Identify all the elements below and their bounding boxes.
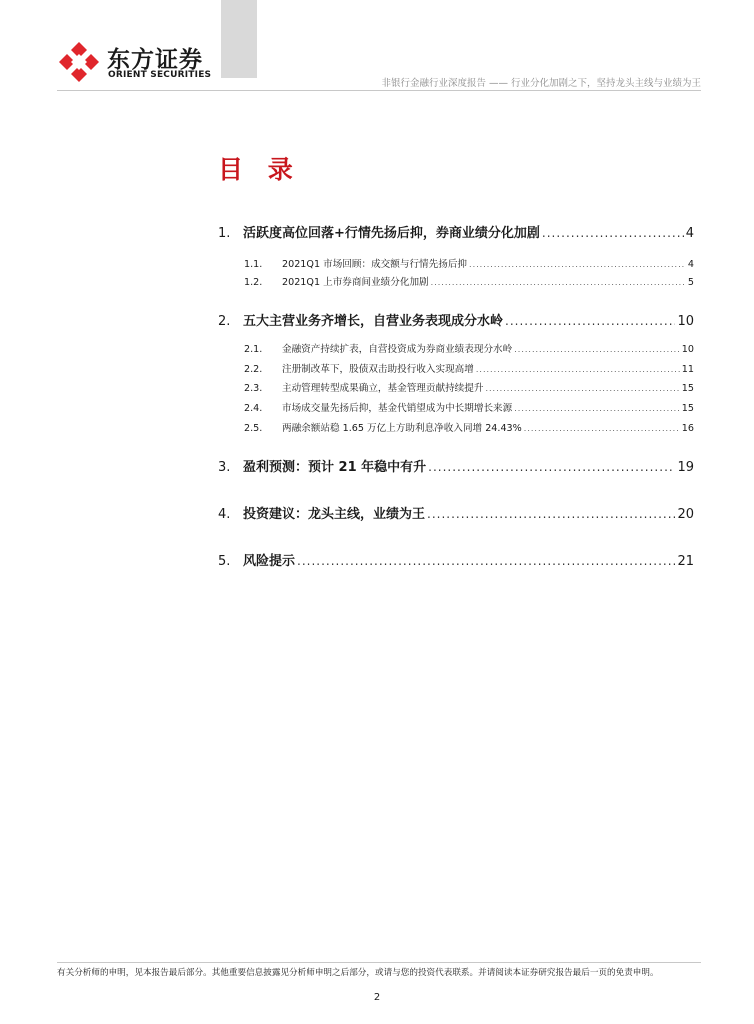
toc-leader-dots — [542, 226, 684, 240]
toc-entry-page: 10 — [677, 314, 694, 329]
toc-entry-text: 风险提示 — [243, 554, 296, 569]
toc-entry-page: 10 — [681, 344, 694, 355]
toc-leader-dots — [524, 424, 680, 433]
toc-entry-number: 1.1. — [244, 259, 263, 270]
toc-leader-dots — [469, 260, 686, 269]
toc-entry-number: 2.2. — [244, 364, 263, 375]
toc-entry-page: 19 — [677, 460, 694, 475]
toc-leader-dots — [476, 365, 680, 374]
toc-leader-dots — [485, 384, 679, 393]
toc-entry-number: 1.2. — [244, 277, 263, 288]
toc-leader-dots — [514, 404, 680, 413]
toc-entry-2-5[interactable] — [244, 420, 694, 434]
toc-entry-text: 金融资产持续扩表，自营投资成为券商业绩表现分水岭 — [282, 344, 513, 355]
toc-entry-page: 11 — [681, 364, 694, 375]
toc-entry-page: 4 — [687, 259, 694, 270]
toc-entry-page: 15 — [681, 403, 694, 414]
toc-entry-number: 2.4. — [244, 403, 263, 414]
toc-entry-text: 主动管理转型成果确立，基金管理贡献持续提升 — [282, 383, 484, 394]
header-divider — [57, 90, 701, 91]
toc-entry-number: 1. — [218, 226, 231, 241]
toc-entry-2-3[interactable] — [244, 380, 694, 394]
toc-entry-page: 15 — [681, 383, 694, 394]
toc-entry-1[interactable] — [218, 222, 694, 241]
company-logo — [57, 40, 217, 84]
toc-entry-1-2[interactable] — [244, 274, 694, 288]
toc-entry-number: 4. — [218, 507, 231, 522]
toc-entry-2-2[interactable] — [244, 361, 694, 375]
toc-entry-number: 3. — [218, 460, 231, 475]
toc-entry-text: 2021Q1 市场回顾：成交额与行情先扬后抑 — [282, 259, 468, 270]
toc-entry-text: 投资建议：龙头主线，业绩为王 — [243, 507, 426, 522]
toc-entry-number: 5. — [218, 554, 231, 569]
toc-entry-5[interactable] — [218, 550, 694, 569]
footer-divider — [57, 962, 701, 963]
toc-entry-page: 21 — [677, 554, 694, 569]
orient-logo-icon — [57, 40, 101, 84]
toc-entry-4[interactable] — [218, 503, 694, 522]
toc-entry-page: 5 — [687, 277, 694, 288]
toc-entry-number: 2.1. — [244, 344, 263, 355]
toc-heading: 目 录 — [218, 155, 301, 184]
toc-entry-number: 2. — [218, 314, 231, 329]
toc-leader-dots — [514, 345, 680, 354]
footer-disclaimer: 有关分析师的申明，见本报告最后部分。其他重要信息披露见分析师申明之后部分，或请与您的投资代表联系。并请阅读本证券研究报告最后一页的免责申明。 — [57, 968, 659, 978]
toc-entry-1-1[interactable] — [244, 256, 694, 270]
toc-entry-text: 2021Q1 上市券商间业绩分化加剧 — [282, 277, 429, 288]
header-decor-bar — [221, 0, 257, 78]
toc-leader-dots — [505, 314, 675, 328]
toc-entry-text: 注册制改革下，股债双击助投行收入实现高增 — [282, 364, 474, 375]
toc-entry-text: 活跃度高位回落+行情先扬后抑，券商业绩分化加剧 — [243, 226, 540, 241]
toc-entry-page: 20 — [677, 507, 694, 522]
toc-entry-2-4[interactable] — [244, 400, 694, 414]
toc-entry-text: 盈利预测：预计 21 年稳中有升 — [243, 460, 427, 475]
toc-entry-2[interactable] — [218, 310, 694, 329]
toc-leader-dots — [428, 460, 675, 474]
logo-chinese-name: 东方证券 — [107, 47, 203, 73]
report-title: 非银行金融行业深度报告 —— 行业分化加剧之下，坚持龙头主线与业绩为王 — [381, 78, 701, 89]
page-number: 2 — [373, 992, 381, 1003]
toc-entry-text: 市场成交量先扬后抑，基金代销望成为中长期增长来源 — [282, 403, 513, 414]
toc-leader-dots — [427, 507, 675, 521]
toc-entry-number: 2.5. — [244, 423, 263, 434]
toc-entry-page: 4 — [685, 226, 694, 241]
toc-entry-text: 两融余额站稳 1.65 万亿上方助利息净收入同增 24.43% — [282, 423, 522, 434]
toc-leader-dots — [297, 554, 675, 568]
toc-entry-number: 2.3. — [244, 383, 263, 394]
toc-entry-2-1[interactable] — [244, 341, 694, 355]
toc-entry-text: 五大主营业务齐增长，自营业务表现成分水岭 — [243, 314, 504, 329]
logo-english-name: ORIENT SECURITIES — [108, 70, 212, 80]
toc-entry-3[interactable] — [218, 456, 694, 475]
toc-entry-page: 16 — [681, 423, 694, 434]
toc-leader-dots — [431, 278, 686, 287]
